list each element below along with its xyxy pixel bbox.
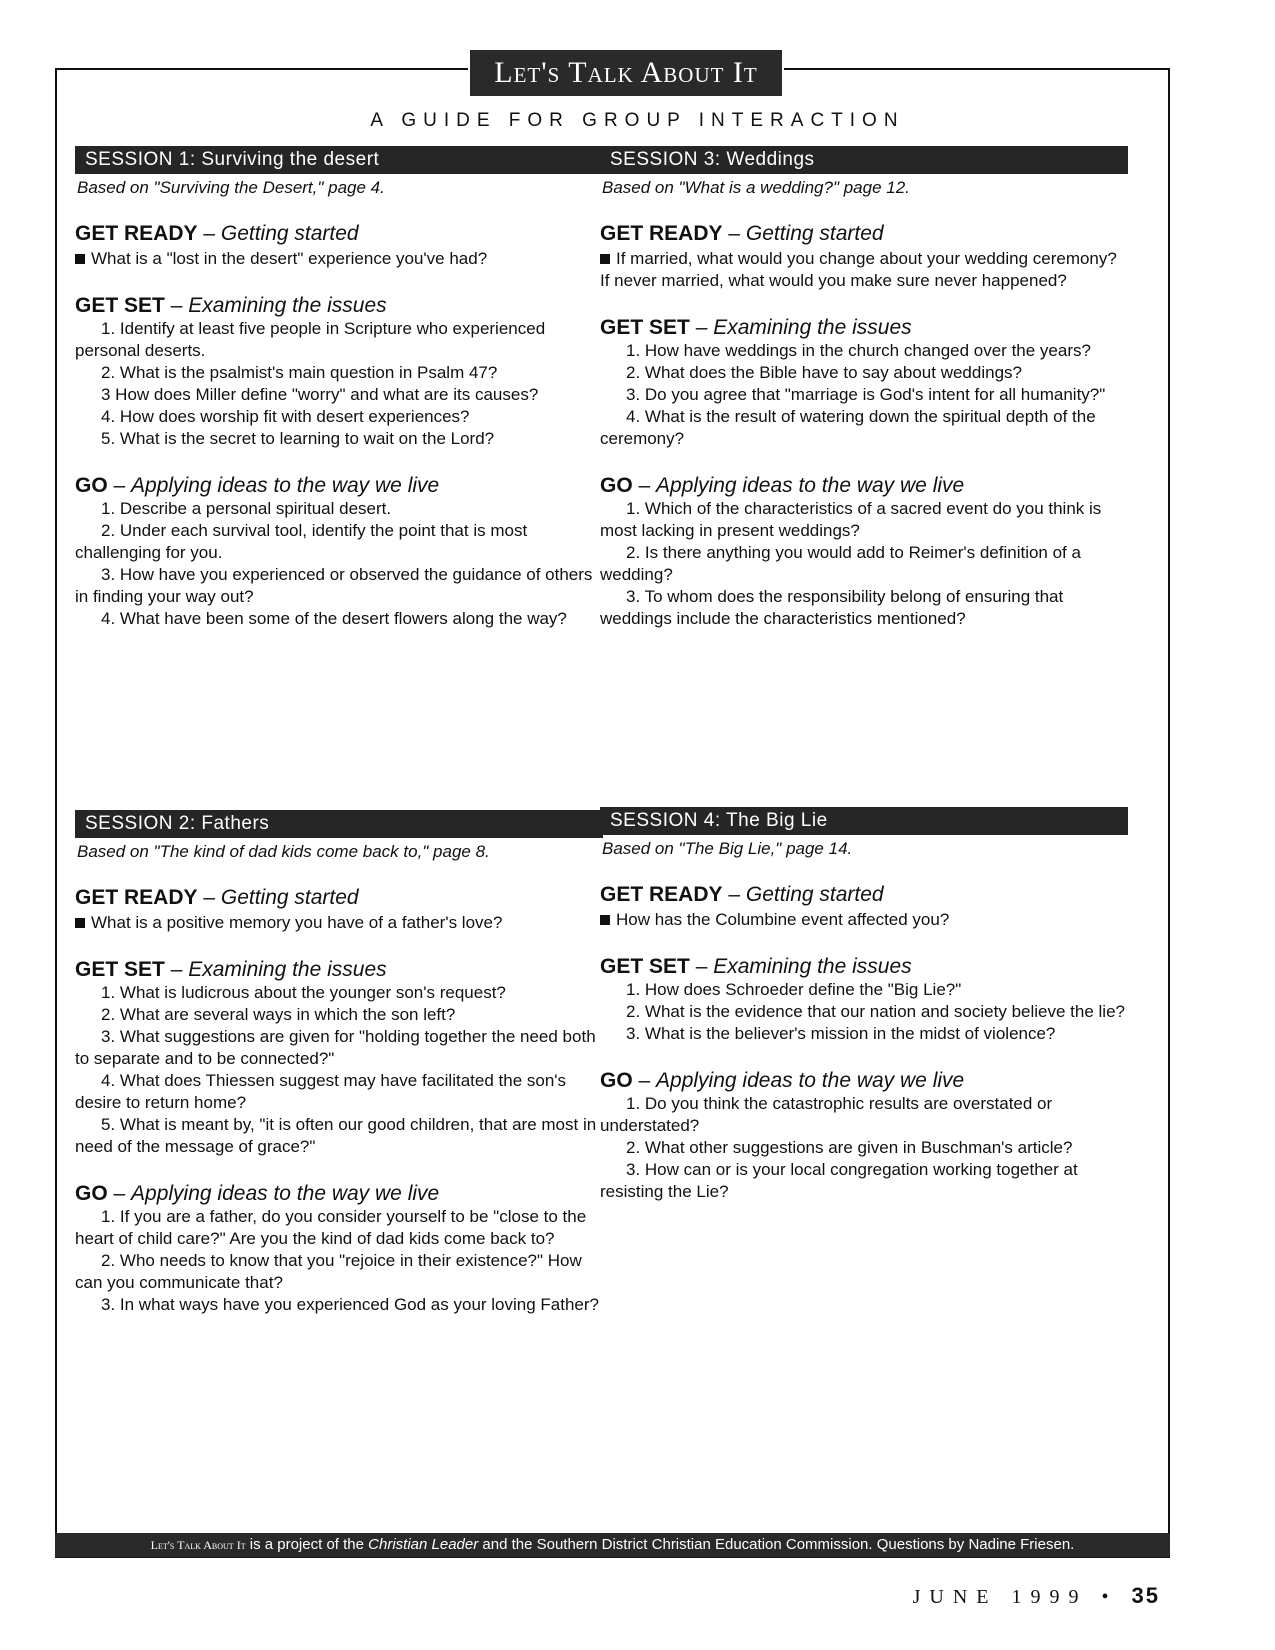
get-set-section bbox=[600, 316, 1128, 450]
get-ready-section bbox=[600, 222, 1128, 292]
question-item: 1. Identify at least five people in Scripture who experienced personal deserts. bbox=[75, 319, 546, 360]
question-item: 3. What suggestions are given for "holding together the need both to separate and to be connected?" bbox=[75, 1027, 596, 1068]
get-ready-section bbox=[75, 222, 603, 270]
question-item: 5. What is the secret to learning to wait on the Lord? bbox=[101, 429, 495, 448]
get-ready-question bbox=[75, 248, 603, 270]
go-subtitle: Applying ideas to the way we live bbox=[131, 1182, 440, 1205]
get-ready-heading: GET READY – Getting started bbox=[600, 222, 884, 245]
credit-rest: and the Southern District Christian Education Commission. Questions by Nadine Friesen. bbox=[478, 1536, 1075, 1553]
question-item: 4. How does worship fit with desert experiences? bbox=[101, 407, 470, 426]
question-item: 3 How does Miller define "worry" and what are its causes? bbox=[101, 385, 539, 404]
get-set-section bbox=[75, 958, 603, 1158]
get-ready-heading: GET READY – Getting started bbox=[600, 883, 884, 906]
get-set-section bbox=[600, 955, 1128, 1045]
question-item: 2. What is the evidence that our nation and society believe the lie? bbox=[626, 1002, 1125, 1021]
question-item: 1. Describe a personal spiritual desert. bbox=[101, 499, 392, 518]
go-section bbox=[75, 1182, 603, 1316]
folio bbox=[913, 1583, 1160, 1609]
page-number: 35 bbox=[1131, 1583, 1160, 1608]
get-set-subtitle: Examining the issues bbox=[188, 294, 387, 317]
get-ready-subtitle: Getting started bbox=[745, 883, 884, 906]
guide-subtitle: A GUIDE FOR GROUP INTERACTION bbox=[370, 110, 905, 131]
session-title-bar: SESSION 3: Weddings bbox=[600, 146, 1128, 174]
go-subtitle: Applying ideas to the way we live bbox=[656, 1069, 965, 1092]
go-heading: GO – Applying ideas to the way we live bbox=[75, 1182, 440, 1205]
question-item: 3. How have you experienced or observed the guidance of others in finding your way out? bbox=[75, 565, 593, 606]
based-on-note: Based on "The Big Lie," page 14. bbox=[602, 839, 853, 858]
question-item: 1. What is ludicrous about the younger son's request? bbox=[101, 983, 506, 1002]
get-set-label: GET SET bbox=[75, 958, 165, 981]
question-text: What is a "lost in the desert" experience you've had? bbox=[91, 249, 488, 268]
get-ready-section bbox=[600, 883, 1128, 931]
question-item: 2. Who needs to know that you "rejoice in their existence?" How can you communicate that? bbox=[75, 1251, 582, 1292]
question-item: 4. What does Thiessen suggest may have facilitated the son's desire to return home? bbox=[75, 1071, 567, 1112]
get-ready-subtitle: Getting started bbox=[745, 222, 884, 245]
credit-lead: Let's Talk About It bbox=[150, 1538, 246, 1552]
go-heading: GO – Applying ideas to the way we live bbox=[600, 474, 965, 497]
question-item: 2. Under each survival tool, identify the point that is most challenging for you. bbox=[75, 521, 528, 562]
question-item: 1. Do you think the catastrophic results are overstated or understated? bbox=[600, 1094, 1053, 1135]
square-bullet-icon bbox=[75, 254, 85, 264]
question-item: 3. Do you agree that "marriage is God's intent for all humanity?" bbox=[626, 385, 1106, 404]
question-text: What is a positive memory you have of a father's love? bbox=[91, 913, 503, 932]
question-item: 3. To whom does the responsibility belong of ensuring that weddings include the characteristics mentioned? bbox=[600, 587, 1064, 628]
question-text: How has the Columbine event affected you? bbox=[616, 910, 950, 929]
question-item: 3. How can or is your local congregation working together at resisting the Lie? bbox=[600, 1160, 1078, 1201]
session-1 bbox=[75, 146, 603, 630]
get-ready-label: GET READY bbox=[75, 222, 198, 245]
get-ready-label: GET READY bbox=[600, 883, 723, 906]
go-subtitle: Applying ideas to the way we live bbox=[131, 474, 440, 497]
go-section bbox=[75, 474, 603, 630]
go-label: GO bbox=[600, 1069, 633, 1092]
get-ready-subtitle: Getting started bbox=[220, 222, 359, 245]
get-ready-heading: GET READY – Getting started bbox=[75, 886, 359, 909]
go-label: GO bbox=[600, 474, 633, 497]
get-ready-section bbox=[75, 886, 603, 934]
go-label: GO bbox=[75, 474, 108, 497]
question-item: 3. What is the believer's mission in the midst of violence? bbox=[626, 1024, 1056, 1043]
go-heading: GO – Applying ideas to the way we live bbox=[75, 474, 440, 497]
session-title-bar: SESSION 4: The Big Lie bbox=[600, 807, 1128, 835]
get-ready-question bbox=[75, 912, 603, 934]
square-bullet-icon bbox=[600, 254, 610, 264]
question-item: 4. What is the result of watering down the spiritual depth of the ceremony? bbox=[600, 407, 1096, 448]
session-2 bbox=[75, 810, 603, 1316]
go-heading: GO – Applying ideas to the way we live bbox=[600, 1069, 965, 1092]
issue-date: JUNE 1999 • bbox=[912, 1586, 1118, 1608]
question-item: 1. How have weddings in the church changed over the years? bbox=[626, 341, 1091, 360]
based-on-note: Based on "Surviving the Desert," page 4. bbox=[77, 178, 385, 197]
get-ready-heading: GET READY – Getting started bbox=[75, 222, 359, 245]
get-set-label: GET SET bbox=[600, 955, 690, 978]
get-set-heading: GET SET – Examining the issues bbox=[75, 958, 387, 981]
get-set-section bbox=[75, 294, 603, 450]
question-item: 2. What does the Bible have to say about weddings? bbox=[626, 363, 1022, 382]
question-item: 1. Which of the characteristics of a sacred event do you think is most lacking in present weddings? bbox=[600, 499, 1102, 540]
question-item: 2. What is the psalmist's main question in Psalm 47? bbox=[101, 363, 498, 382]
question-text: If married, what would you change about your wedding ceremony? If never married, what would you make sure never happened? bbox=[600, 249, 1117, 290]
question-item: 2. What are several ways in which the son left? bbox=[101, 1005, 456, 1024]
go-section bbox=[600, 1069, 1128, 1203]
session-title-bar: SESSION 2: Fathers bbox=[75, 810, 603, 838]
go-section bbox=[600, 474, 1128, 630]
based-on-note: Based on "What is a wedding?" page 12. bbox=[602, 178, 910, 197]
square-bullet-icon bbox=[75, 918, 85, 928]
credit-bar bbox=[55, 1533, 1170, 1557]
get-set-heading: GET SET – Examining the issues bbox=[75, 294, 387, 317]
get-ready-label: GET READY bbox=[75, 886, 198, 909]
get-set-heading: GET SET – Examining the issues bbox=[600, 316, 912, 339]
question-item: 3. In what ways have you experienced God as your loving Father? bbox=[101, 1295, 600, 1314]
question-item: 4. What have been some of the desert flowers along the way? bbox=[101, 609, 567, 628]
question-item: 1. How does Schroeder define the "Big Lie?" bbox=[626, 980, 962, 999]
get-set-subtitle: Examining the issues bbox=[713, 316, 912, 339]
get-set-subtitle: Examining the issues bbox=[188, 958, 387, 981]
credit-publication: Christian Leader bbox=[368, 1536, 479, 1553]
session-title-bar: SESSION 1: Surviving the desert bbox=[75, 146, 603, 174]
masthead-title: Let's Talk About It bbox=[468, 48, 784, 98]
question-item: 5. What is meant by, "it is often our good children, that are most in need of the message of grace?" bbox=[75, 1115, 597, 1156]
square-bullet-icon bbox=[600, 915, 610, 925]
get-set-label: GET SET bbox=[75, 294, 165, 317]
get-ready-subtitle: Getting started bbox=[220, 886, 359, 909]
get-ready-question bbox=[600, 248, 1128, 292]
question-item: 2. Is there anything you would add to Reimer's definition of a wedding? bbox=[600, 543, 1081, 584]
session-4 bbox=[600, 807, 1128, 1203]
question-item: 2. What other suggestions are given in Buschman's article? bbox=[626, 1138, 1073, 1157]
get-ready-question bbox=[600, 909, 1128, 931]
question-item: 1. If you are a father, do you consider yourself to be "close to the heart of child care?" Are you the kind of dad kids come back to? bbox=[75, 1207, 587, 1248]
get-set-subtitle: Examining the issues bbox=[713, 955, 912, 978]
go-label: GO bbox=[75, 1182, 108, 1205]
based-on-note: Based on "The kind of dad kids come back to," page 8. bbox=[77, 842, 490, 861]
go-subtitle: Applying ideas to the way we live bbox=[656, 474, 965, 497]
get-set-label: GET SET bbox=[600, 316, 690, 339]
get-set-heading: GET SET – Examining the issues bbox=[600, 955, 912, 978]
get-ready-label: GET READY bbox=[600, 222, 723, 245]
session-3 bbox=[600, 146, 1128, 630]
credit-mid: is a project of the bbox=[245, 1536, 369, 1553]
